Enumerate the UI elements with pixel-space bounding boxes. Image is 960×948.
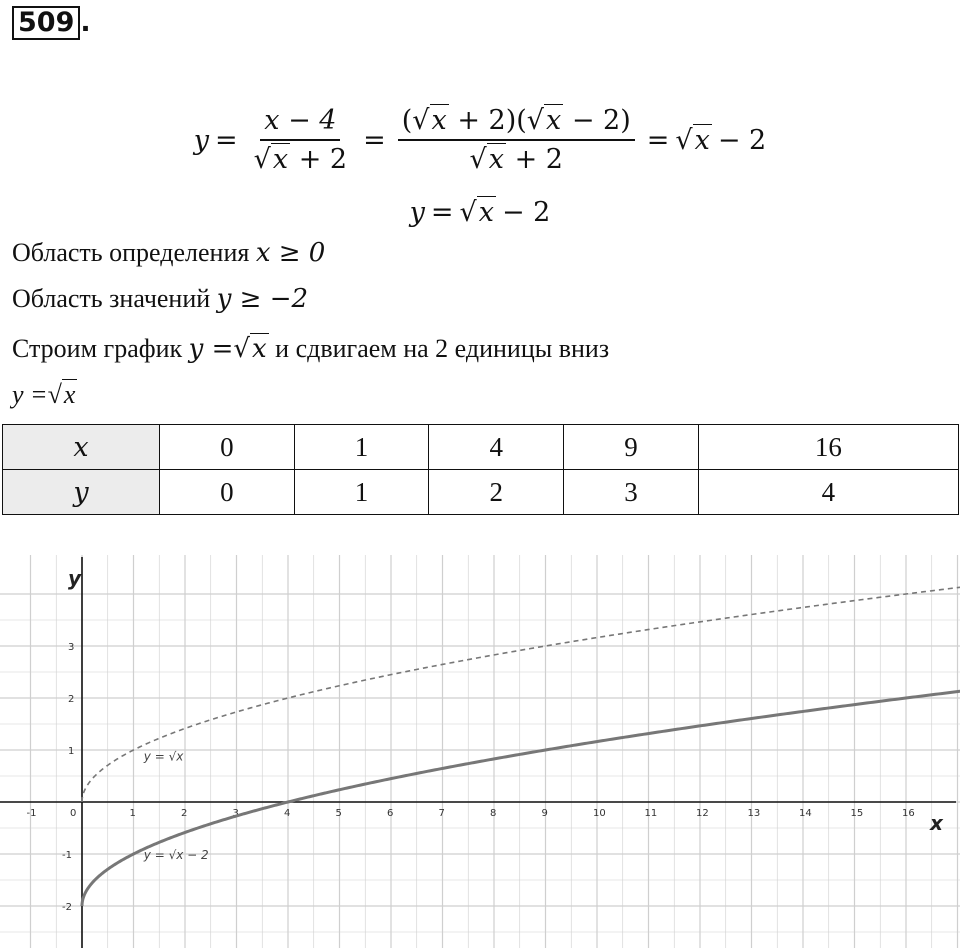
- problem-number-value: 509: [18, 7, 75, 38]
- table-cell: 9: [564, 425, 699, 470]
- sqrt-3: √x: [526, 105, 562, 136]
- problem-number-box: [12, 6, 80, 40]
- x-tick-label: 2: [181, 808, 188, 819]
- domain-label: Область определения: [12, 238, 250, 267]
- table-cell: 0: [160, 470, 295, 515]
- x-tick-label: 16: [902, 808, 915, 819]
- function-line: [12, 380, 77, 410]
- y-tick-label: 3: [68, 642, 75, 653]
- eq-result-rest: − 2: [717, 124, 767, 156]
- x-tick-label: 10: [593, 808, 606, 819]
- curves: [82, 586, 960, 906]
- fraction-1-den-rest: + 2: [298, 144, 348, 175]
- eq2-equals: =: [430, 196, 454, 228]
- sqrt-3-radicand: x: [546, 105, 562, 136]
- x-tick-label: 1: [129, 808, 136, 819]
- eq2-lhs: y: [409, 196, 425, 228]
- annotation-sqrt-x: y = √x: [143, 749, 184, 764]
- table-row-x: [3, 425, 959, 470]
- fraction-2-den-rest: + 2: [514, 144, 563, 175]
- x-tick-label: 6: [387, 808, 394, 819]
- x-tick-label: 13: [747, 808, 761, 819]
- eq-equals-2: =: [363, 124, 386, 156]
- sqrt-1: √x: [253, 144, 289, 175]
- eq-equals-1: =: [215, 124, 238, 156]
- build-after: и сдвигаем на 2 единицы вниз: [275, 334, 610, 363]
- fraction-1-denominator: [250, 141, 351, 175]
- sqrt-6: √x: [459, 196, 494, 228]
- sqrt-4: √x: [469, 144, 504, 175]
- build-before: Строим график: [12, 334, 183, 363]
- tick-labels: [27, 642, 915, 913]
- domain-line: [12, 238, 325, 268]
- build-line: [12, 334, 609, 364]
- fraction-1: [250, 105, 351, 175]
- problem-number-suffix: .: [80, 7, 91, 38]
- eq-lhs: y: [193, 124, 210, 156]
- x-axis-label: x: [930, 811, 943, 835]
- curve-sqrt-x: [82, 586, 960, 802]
- x-tick-label: 3: [232, 808, 239, 819]
- table-cell: 0: [160, 425, 295, 470]
- x-tick-label: 7: [438, 808, 445, 819]
- problem-number: [12, 6, 91, 40]
- function-graph: [0, 555, 960, 948]
- fraction-2-denominator: [466, 141, 567, 175]
- y-tick-label: 2: [68, 694, 75, 705]
- x-tick-label: 8: [490, 808, 497, 819]
- sqrt-2-radicand: x: [431, 105, 447, 136]
- fraction-2-num-c: − 2): [571, 105, 631, 136]
- range-label: Область значений: [12, 284, 211, 313]
- fraction-2-num-b: + 2)(: [457, 105, 527, 136]
- table-cell: 1: [294, 425, 429, 470]
- eq2-rest: − 2: [501, 196, 551, 228]
- table-cell: 2: [429, 470, 564, 515]
- x-tick-label: 9: [541, 808, 548, 819]
- annotation-sqrt-x-minus-2: y = √x − 2: [143, 848, 209, 863]
- y-tick-label: -2: [62, 902, 72, 913]
- table-cell: 4: [698, 470, 958, 515]
- function-sqrt-radicand: x: [63, 380, 76, 409]
- sqrt-5: √x: [675, 124, 710, 156]
- range-line: [12, 284, 308, 314]
- x-tick-label: -1: [26, 808, 37, 819]
- fraction-2: [398, 105, 635, 175]
- eq-equals-3: =: [646, 124, 670, 156]
- build-sqrt: √x: [233, 334, 267, 364]
- table-cell: 16: [698, 425, 958, 470]
- function-sqrt: √x: [47, 380, 76, 409]
- domain-math: x ≥ 0: [255, 238, 326, 268]
- x-tick-label: 4: [284, 808, 291, 819]
- x-tick-label: 11: [644, 808, 658, 819]
- table-cell: 4: [429, 425, 564, 470]
- x-tick-label: 0: [70, 808, 77, 819]
- table-header-x: x: [3, 425, 160, 470]
- build-math-lhs: y =: [188, 334, 234, 364]
- sqrt-6-radicand: x: [478, 196, 494, 228]
- table-cell: 3: [564, 470, 699, 515]
- sqrt-5-radicand: x: [694, 124, 710, 156]
- table-row-y: [3, 470, 959, 515]
- sqrt-1-radicand: x: [272, 144, 289, 175]
- fraction-2-num-a: (: [401, 105, 413, 136]
- function-lhs: y =: [12, 380, 48, 409]
- build-sqrt-radicand: x: [251, 334, 267, 364]
- sqrt-4-radicand: x: [488, 144, 504, 175]
- value-table: [2, 424, 959, 515]
- x-tick-label: 15: [850, 808, 864, 819]
- curve-sqrt-x-minus-2: [82, 690, 960, 906]
- sqrt-2: √x: [412, 105, 447, 136]
- fraction-1-numerator: x − 4: [260, 105, 340, 141]
- y-tick-label: 1: [68, 746, 75, 757]
- table-cell: 1: [294, 470, 429, 515]
- y-axis-label: y: [68, 566, 82, 590]
- x-tick-label: 14: [799, 808, 812, 819]
- equation-line-2: [0, 192, 960, 232]
- y-tick-label: -1: [62, 850, 72, 861]
- x-tick-label: 12: [696, 808, 709, 819]
- equation-line-1: [0, 92, 960, 188]
- x-tick-label: 5: [335, 808, 342, 819]
- table-header-y: y: [3, 470, 160, 515]
- range-math: y ≥ −2: [216, 284, 309, 314]
- fraction-2-numerator: [398, 105, 635, 141]
